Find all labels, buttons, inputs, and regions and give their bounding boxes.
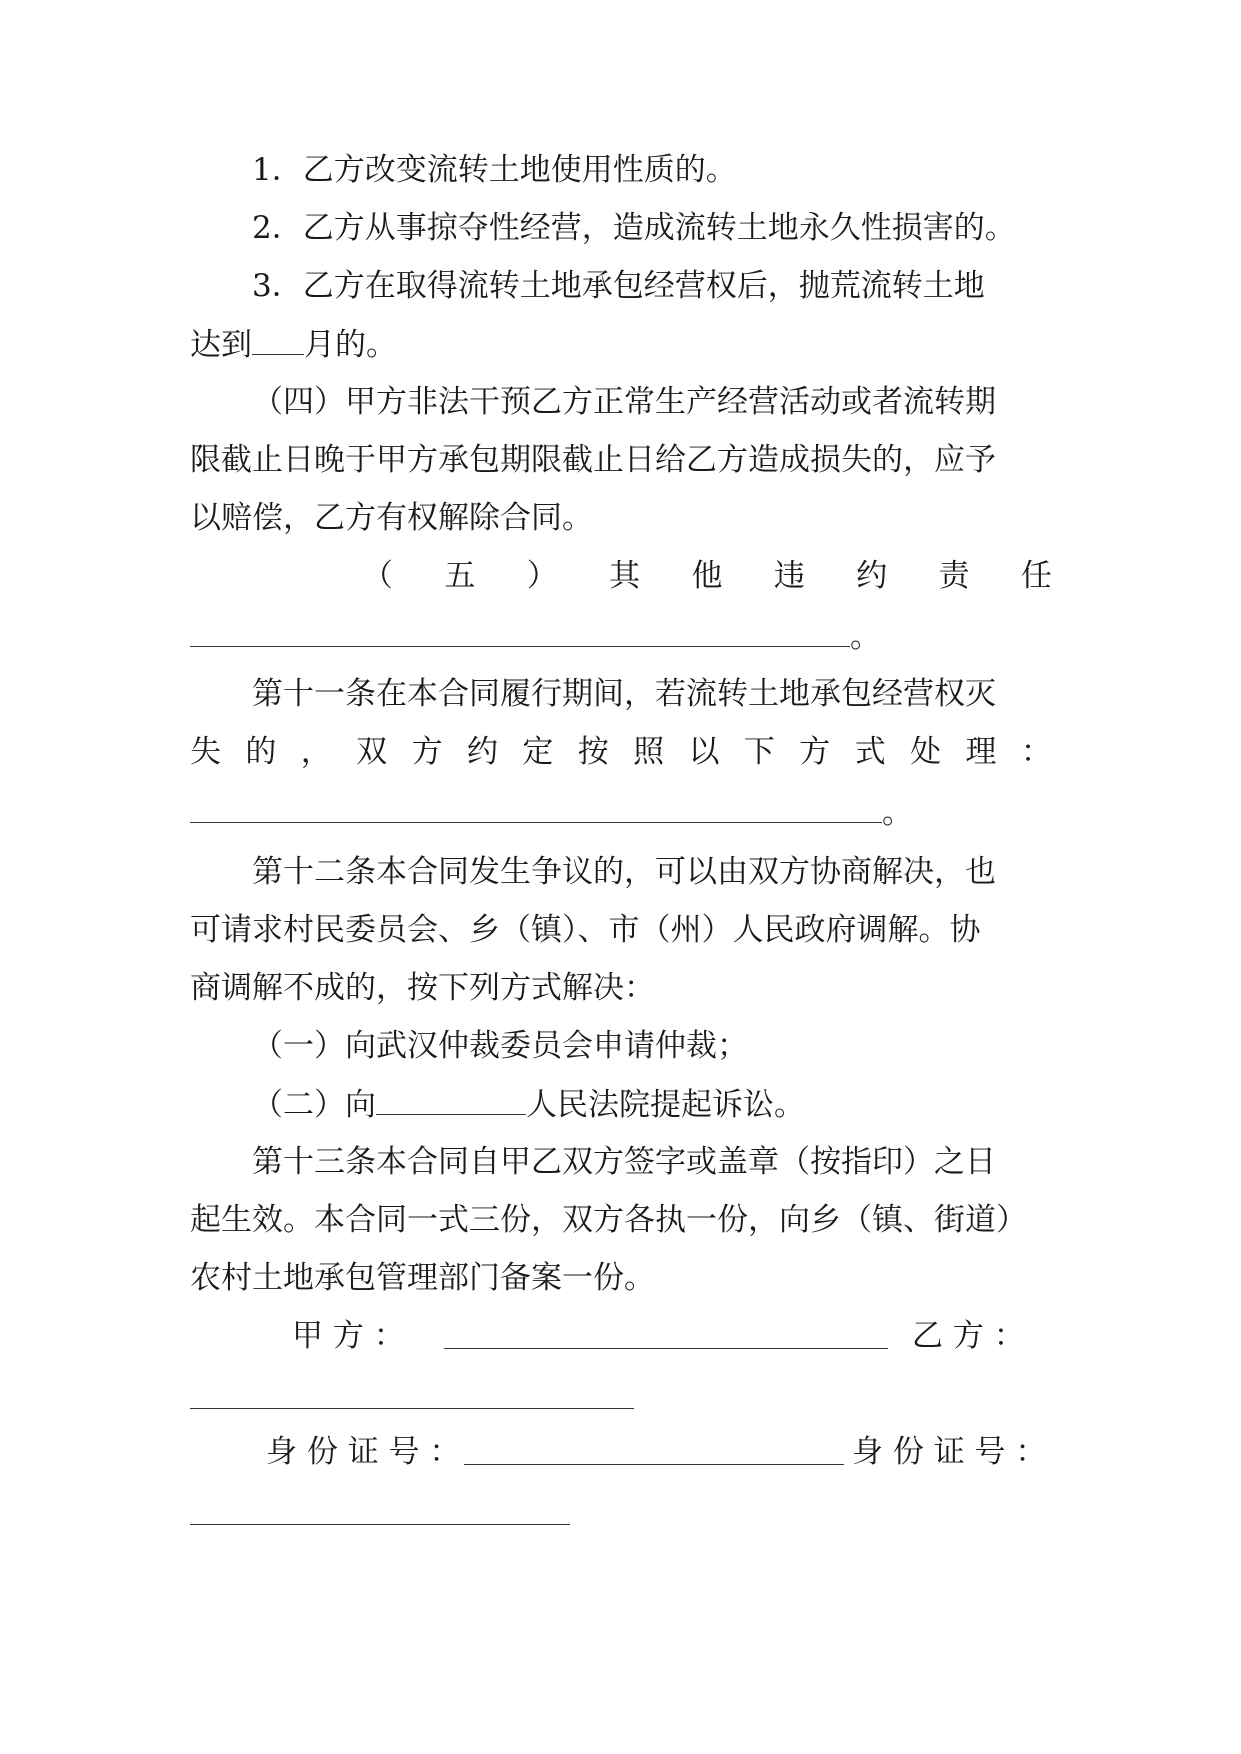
clause-5-char: 违 [773, 558, 805, 594]
clause-5-char: ） [526, 558, 558, 594]
clause-5-char: 他 [691, 558, 723, 594]
article-11-char: 方 [799, 734, 831, 770]
article-12-line-3: 商调解不成的，按下列方式解决： [190, 970, 655, 1006]
clause-5-fill-line [190, 616, 1052, 656]
article-11-line-2 [190, 732, 1052, 772]
clause-5-char: 其 [609, 558, 641, 594]
item-3-suffix: 月的。 [304, 327, 397, 363]
item-3-line-1: 3．乙方在取得流转土地承包经营权后，抛荒流转土地 [252, 268, 985, 304]
party-b-label: 乙 方 ： [912, 1318, 1025, 1354]
article-11-blank [190, 792, 882, 823]
article-11-char: 理 [965, 734, 997, 770]
clause-5-char: 责 [938, 558, 970, 594]
party-b-signature-line [190, 1408, 634, 1409]
clause-5-char: 五 [444, 558, 476, 594]
clause-5-heading [362, 556, 1052, 596]
article-11-char: ： [1020, 734, 1052, 770]
clause-5-char: （ [362, 558, 393, 594]
clause-5-char: 任 [1021, 558, 1052, 594]
item-3-prefix: 达到 [190, 327, 252, 363]
clause-4-line-3: 以赔偿，乙方有权解除合同。 [190, 500, 593, 536]
article-11-char: 约 [466, 734, 498, 770]
party-a-label: 甲 方 ： [292, 1318, 405, 1354]
article-11-char: 定 [522, 734, 554, 770]
article-11-fill-line [190, 792, 1052, 832]
article-11-char: 按 [577, 734, 609, 770]
article-11-char: 照 [633, 734, 665, 770]
item-2: 2．乙方从事掠夺性经营，造成流转土地永久性损害的。 [252, 210, 1016, 246]
article-11-char: 失 [190, 734, 221, 770]
clause-4-line-1: （四）甲方非法干预乙方正常生产经营活动或者流转期 [252, 384, 996, 420]
clause-4-line-2: 限截止日晚于甲方承包期限截止日给乙方造成损失的，应予 [190, 442, 996, 478]
party-a-id-line [464, 1464, 844, 1465]
court-blank [376, 1084, 526, 1115]
item-1: 1．乙方改变流转土地使用性质的。 [252, 152, 737, 188]
months-blank [252, 324, 304, 355]
article-11-char: 双 [356, 734, 388, 770]
option-2-suffix: 人民法院提起诉讼。 [526, 1087, 805, 1123]
article-11-char: 以 [688, 734, 720, 770]
clause-5-end: 。 [850, 619, 881, 655]
article-12-option-1: （一）向武汉仲裁委员会申请仲裁； [252, 1028, 748, 1064]
article-13-line-3: 农村土地承包管理部门备案一份。 [190, 1260, 655, 1296]
option-2-prefix: （二）向 [252, 1087, 376, 1123]
article-11-line-1: 第十一条在本合同履行期间，若流转土地承包经营权灭 [252, 676, 996, 712]
party-a-signature-line [444, 1348, 888, 1349]
clause-5-char: 约 [856, 558, 888, 594]
article-13-line-2: 起生效。本合同一式三份，双方各执一份，向乡（镇、街道） [190, 1202, 1027, 1238]
article-12-line-2: 可请求村民委员会、乡（镇）、市（州）人民政府调解。协 [190, 912, 981, 948]
item-3-line-2 [190, 324, 1052, 364]
article-11-char: 式 [854, 734, 886, 770]
article-11-char: ， [300, 734, 332, 770]
article-12-option-2 [252, 1084, 1114, 1124]
article-11-char: 方 [411, 734, 443, 770]
article-12-line-1: 第十二条本合同发生争议的，可以由双方协商解决，也 [252, 854, 996, 890]
article-13-line-1: 第十三条本合同自甲乙双方签字或盖章（按指印）之日 [252, 1144, 996, 1180]
clause-5-blank [190, 616, 850, 647]
article-11-char: 的 [245, 734, 277, 770]
party-b-id-line [190, 1524, 570, 1525]
party-a-id-label: 身 份 证 号 ： [266, 1434, 461, 1470]
article-11-end: 。 [882, 795, 913, 831]
article-11-char: 处 [910, 734, 942, 770]
article-11-char: 下 [743, 734, 775, 770]
party-b-id-label: 身 份 证 号 ： [852, 1434, 1047, 1470]
